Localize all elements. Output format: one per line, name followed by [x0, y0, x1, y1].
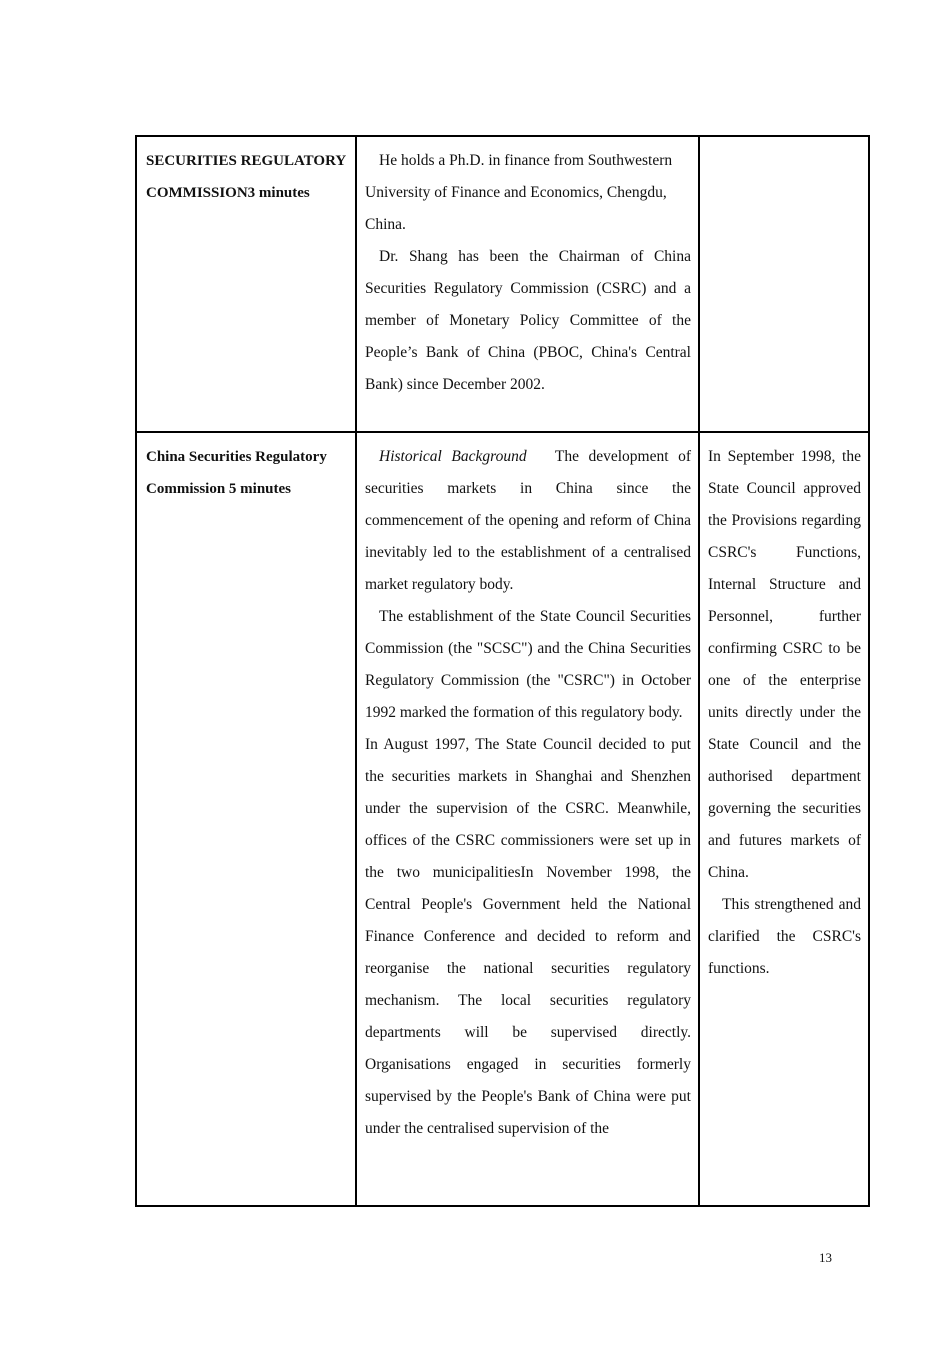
- table-cell: [699, 136, 869, 432]
- paragraph: In September 1998, the State Council approved the Provisions regarding CSRC's Functions, Internal Structure and Personnel, further confirming CSRC to be one of the enterprise units directly under the State Council and the authorised department governing the securities and futures markets of China.: [708, 448, 861, 881]
- table-cell: [136, 136, 356, 432]
- table-row: [136, 136, 869, 432]
- paragraph: Dr. Shang has been the Chairman of China Securities Regulatory Commission (CSRC) and a member of Monetary Policy Committee of the People’s Bank of China (PBOC, China's Central Bank) since December 2002.: [365, 248, 691, 393]
- row-description: [357, 137, 698, 431]
- row-notes: [700, 433, 868, 1205]
- paragraph: He holds a Ph.D. in finance from Southwestern University of Finance and Economics, Chengdu, China.: [365, 152, 673, 233]
- row-label: SECURITIES REGULATORY COMMISSION3 minutes: [146, 153, 346, 201]
- paragraph: This strengthened and clarified the CSRC's functions.: [708, 896, 861, 977]
- paragraph: The establishment of the State Council Securities Commission (the "SCSC") and the China Securities Regulatory Commission (the "CSRC") in October 1992 marked the formation of this regulatory body.: [365, 608, 691, 721]
- table-cell: [356, 136, 699, 432]
- page-number: 13: [819, 1250, 832, 1265]
- row-label: China Securities Regulatory Commission 5 minutes: [146, 449, 327, 497]
- table-cell: [136, 432, 356, 1206]
- table-cell: [356, 432, 699, 1206]
- document-table: [135, 135, 870, 1207]
- table-row: [136, 432, 869, 1206]
- paragraph: In August 1997, The State Council decided to put the securities markets in Shanghai and Shenzhen under the supervision of the CSRC. Meanwhile, offices of the CSRC commissioners were set up in the two municipalitiesIn November 1998, the Central People's Government held the National Finance Conference and decided to reform and reorganise the national securities regulatory mechanism. The local securities regulatory departments will be supervised directly. Organisations engaged in securities formerly supervised by the People's Bank of China were put under the centralised supervision of the: [365, 736, 691, 1137]
- paragraph: [365, 441, 691, 601]
- paragraph-text: The development of securities markets in China since the commencement of the opening and reform of China inevitably led to the establishment of a centralised market regulatory body.: [365, 448, 691, 593]
- section-heading: Historical Background: [379, 448, 527, 465]
- row-description: [357, 433, 698, 1205]
- table-cell: [699, 432, 869, 1206]
- row-notes: [700, 137, 868, 431]
